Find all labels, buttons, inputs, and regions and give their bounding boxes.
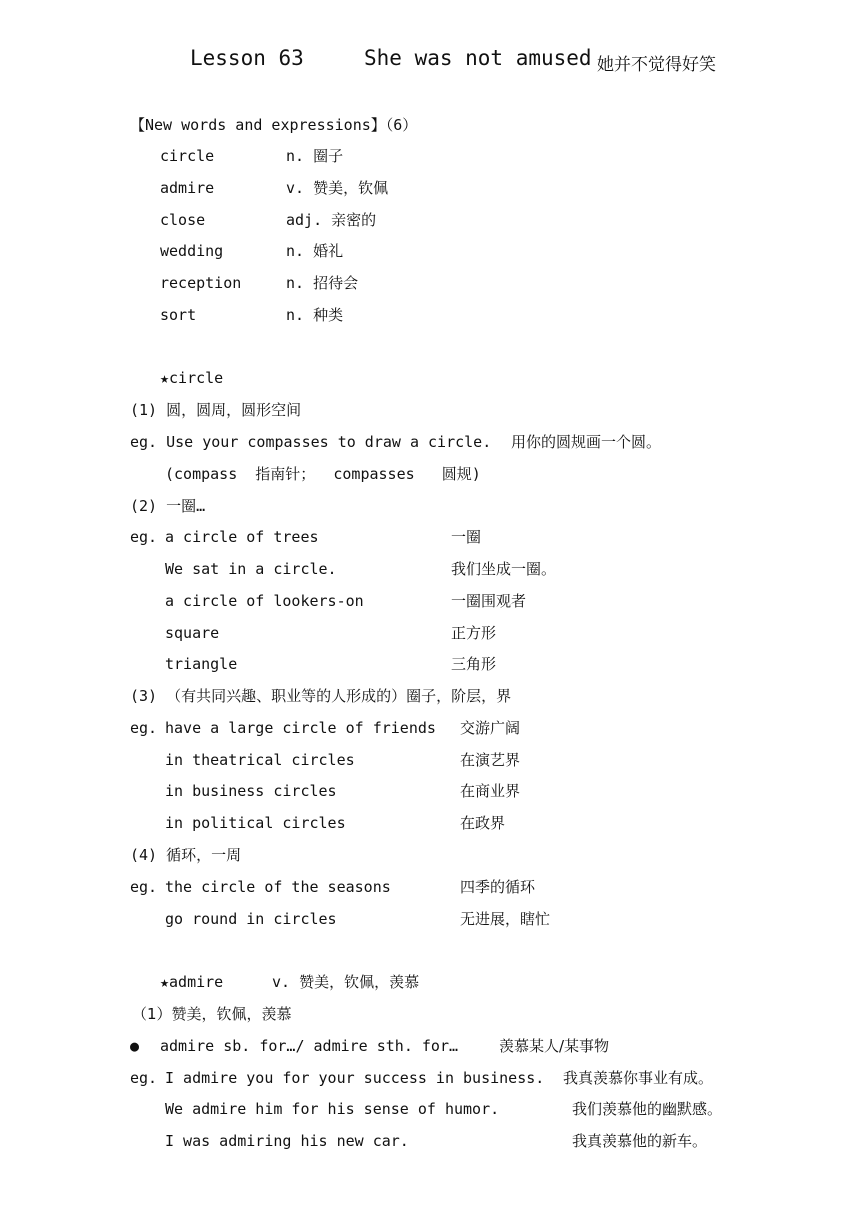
word-term: circle: [160, 147, 215, 165]
example-phrase: the circle of the seasons: [165, 878, 391, 896]
eg-prefix: eg.: [130, 878, 158, 896]
example-sentence: I admire you for your success in business.: [165, 1069, 545, 1087]
example-translation: 在商业界: [460, 782, 521, 800]
circle-section-heading: ★circle: [160, 369, 224, 387]
example-sentence: We admire him for his sense of humor.: [165, 1100, 500, 1118]
lesson-title-chinese: 她并不觉得好笑: [597, 55, 716, 75]
word-term: reception: [160, 274, 242, 292]
example-translation: 在政界: [460, 814, 506, 832]
word-definition: n. 招待会: [286, 274, 359, 292]
sense-label: (3) （有共同兴趣、职业等的人形成的）圈子，阶层，界: [130, 687, 512, 705]
eg-prefix: eg.: [130, 719, 158, 737]
example-translation: 一圈围观者: [451, 592, 527, 610]
example-translation: 四季的循环: [460, 878, 536, 896]
word-definition: v. 赞美，钦佩: [286, 179, 389, 197]
word-definition: adj. 亲密的: [286, 211, 377, 229]
sense-label: (4) 循环，一周: [130, 846, 242, 864]
example-sentence: I was admiring his new car.: [165, 1132, 409, 1150]
word-term: wedding: [160, 242, 224, 260]
example-translation: 我们坐成一圈。: [451, 560, 557, 578]
example-phrase: go round in circles: [165, 910, 337, 928]
example-phrase: in political circles: [165, 814, 346, 832]
example-phrase: have a large circle of friends: [165, 719, 436, 737]
example-translation: 用你的圆规画一个圆。: [511, 433, 662, 451]
word-term: close: [160, 211, 206, 229]
sense-label: （1）赞美，钦佩，羡慕: [132, 1005, 292, 1023]
lesson-title-english: She was not amused: [364, 46, 592, 70]
example-translation: 三角形: [451, 655, 497, 673]
example-phrase: square: [165, 624, 220, 642]
example-translation: 我们羡慕他的幽默感。: [572, 1100, 723, 1118]
example-phrase: in business circles: [165, 782, 337, 800]
example-translation: 正方形: [451, 624, 497, 642]
sense-label: (2) 一圈…: [130, 497, 206, 515]
example-phrase: a circle of trees: [165, 528, 319, 546]
lesson-number: Lesson 63: [190, 46, 304, 70]
eg-prefix: eg.: [130, 1069, 158, 1087]
example-translation: 无进展，瞎忙: [460, 910, 551, 928]
example-phrase: a circle of lookers-on: [165, 592, 364, 610]
example-phrase: in theatrical circles: [165, 751, 355, 769]
word-definition: n. 圈子: [286, 147, 344, 165]
example-translation: 交游广阔: [460, 719, 521, 737]
usage-note: (compass 指南针； compasses 圆规): [165, 465, 481, 483]
word-term: admire: [160, 179, 215, 197]
bullet-icon: ●: [130, 1037, 140, 1055]
new-words-heading: 【New words and expressions】（6）: [130, 116, 418, 134]
example-phrase: We sat in a circle.: [165, 560, 337, 578]
example-translation: 在演艺界: [460, 751, 521, 769]
admire-section-heading: ★admire: [160, 973, 224, 991]
example-phrase: triangle: [165, 655, 238, 673]
example-sentence: eg. Use your compasses to draw a circle.: [130, 433, 492, 451]
example-translation: 我真羡慕他的新车。: [572, 1132, 708, 1150]
example-translation: 一圈: [451, 528, 482, 546]
eg-prefix: eg.: [130, 528, 158, 546]
word-term: sort: [160, 306, 197, 324]
sense-label: (1) 圆，圆周，圆形空间: [130, 401, 302, 419]
admire-heading-definition: v. 赞美，钦佩，羡慕: [272, 973, 420, 991]
usage-pattern-translation: 羡慕某人/某事物: [499, 1037, 610, 1055]
word-definition: n. 婚礼: [286, 242, 344, 260]
word-definition: n. 种类: [286, 306, 344, 324]
usage-pattern: admire sb. for…/ admire sth. for…: [160, 1037, 459, 1055]
example-translation: 我真羡慕你事业有成。: [563, 1069, 714, 1087]
